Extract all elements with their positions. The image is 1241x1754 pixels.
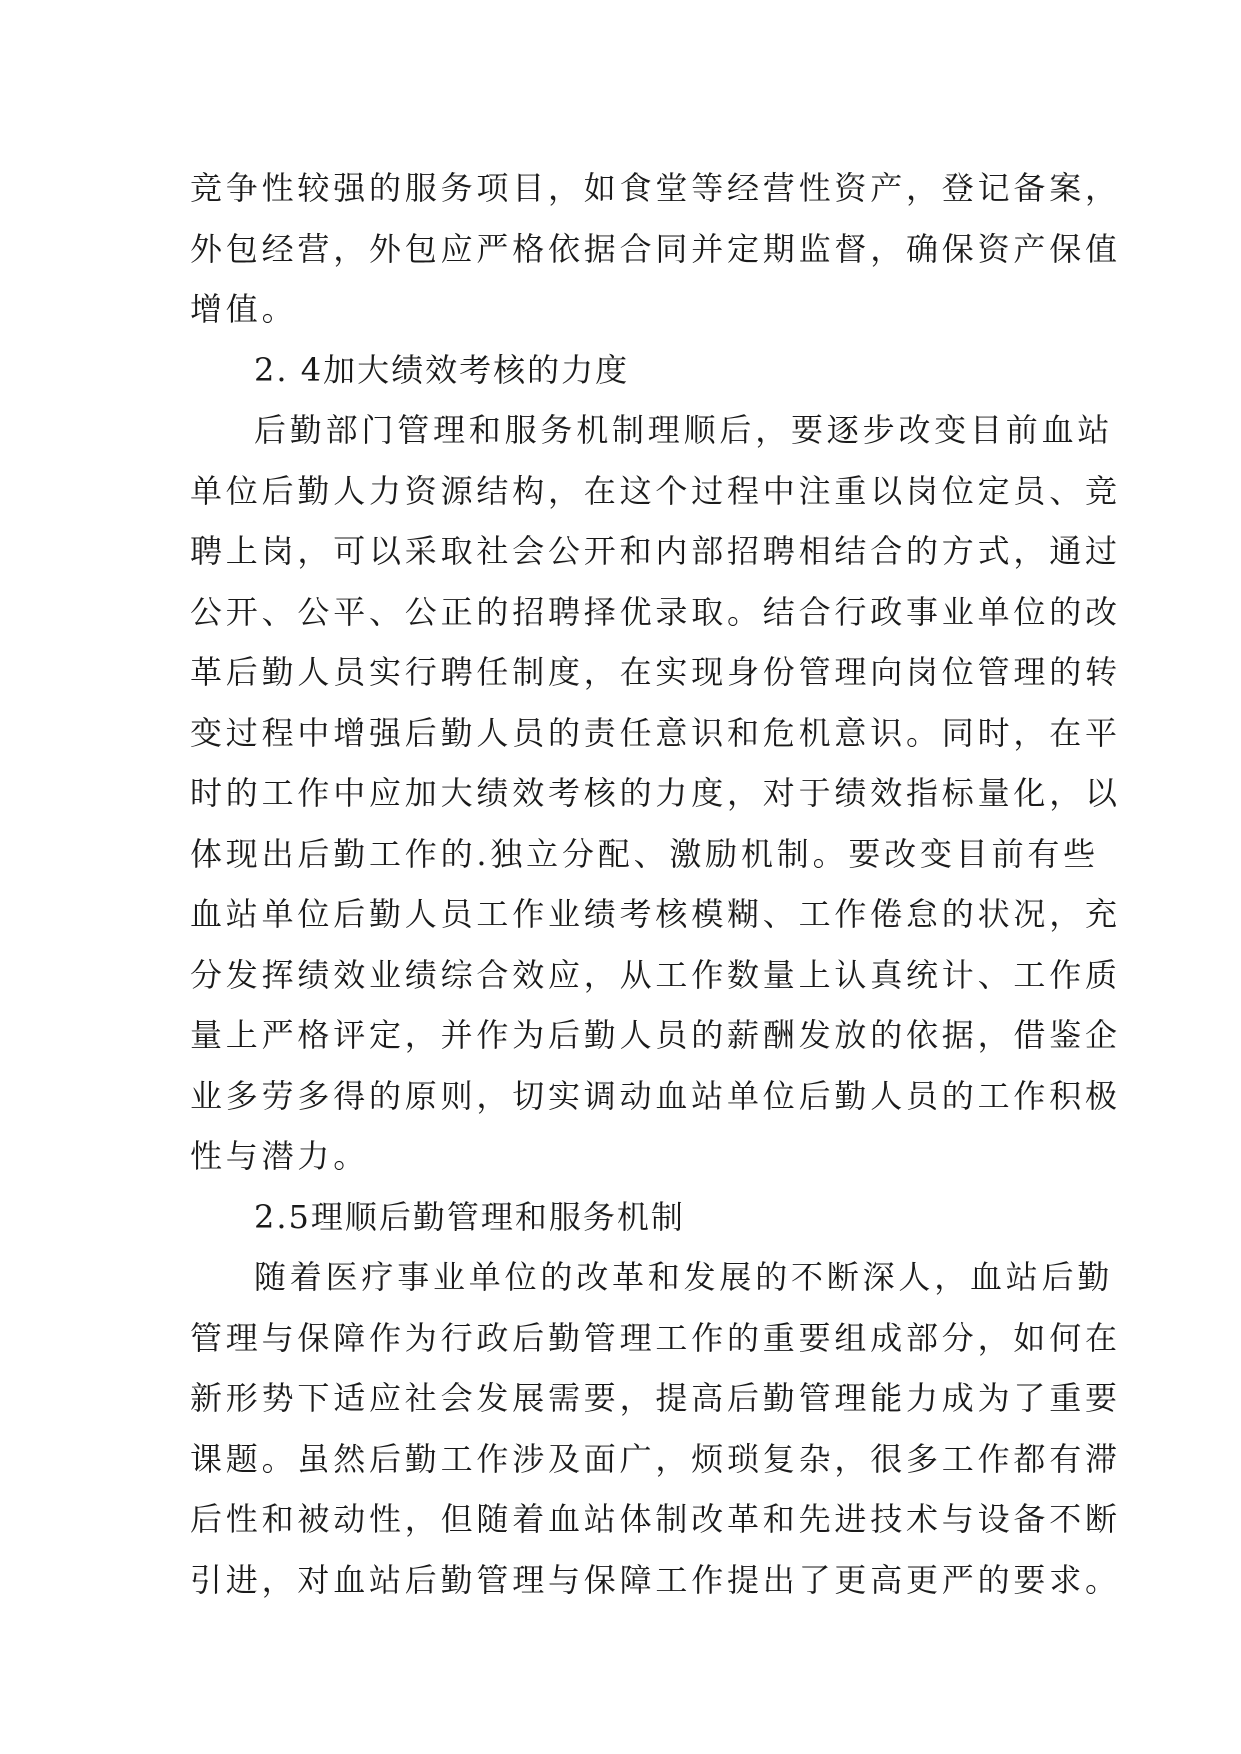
body-line: 新形势下适应社会发展需要，提高后勤管理能力成为了重要	[190, 1379, 1121, 1417]
body-line: 后性和被动性，但随着血站体制改革和先进技术与设备不断	[190, 1500, 1121, 1538]
body-line: 增值。	[190, 290, 298, 328]
body-line: 单位后勤人力资源结构，在这个过程中注重以岗位定员、竞	[190, 471, 1121, 510]
body-line: 血站单位后勤人员工作业绩考核模糊、工作倦怠的状况，充	[190, 895, 1121, 933]
body-line: 体现出后勤工作的.独立分配、激励机制。要改变目前有些	[190, 834, 1099, 873]
body-line: 竞争性较强的服务项目，如食堂等经营性资产，登记备案，	[190, 169, 1121, 207]
paragraph-first-line: 随着医疗事业单位的改革和发展的不断深人，血站后勤	[254, 1258, 1114, 1296]
body-line: 革后勤人员实行聘任制度，在实现身份管理向岗位管理的转	[190, 653, 1121, 691]
body-line: 外包经营，外包应严格依据合同并定期监督，确保资产保值	[190, 229, 1121, 268]
body-line: 聘上岗，可以采取社会公开和内部招聘相结合的方式，通过	[190, 532, 1121, 570]
body-line: 业多劳多得的原则，切实调动血站单位后勤人员的工作积极	[190, 1076, 1121, 1115]
section-heading-2-4: 2. 4加大绩效考核的力度	[254, 350, 630, 389]
body-line: 分发挥绩效业绩综合效应，从工作数量上认真统计、工作质	[190, 955, 1121, 994]
body-line: 量上严格评定，并作为后勤人员的薪酬发放的依据，借鉴企	[190, 1016, 1121, 1054]
paragraph-first-line: 后勤部门管理和服务机制理顺后，要逐步改变目前血站	[254, 411, 1114, 449]
body-line: 管理与保障作为行政后勤管理工作的重要组成部分，如何在	[190, 1318, 1121, 1357]
body-line: 课题。虽然后勤工作涉及面广，烦琐复杂，很多工作都有滞	[190, 1439, 1121, 1478]
body-line: 时的工作中应加大绩效考核的力度，对于绩效指标量化，以	[190, 774, 1121, 812]
body-line: 性与潜力。	[190, 1137, 370, 1175]
body-line: 引进，对血站后勤管理与保障工作提出了更高更严的要求。	[190, 1560, 1121, 1599]
section-heading-2-5: 2.5理顺后勤管理和服务机制	[254, 1197, 685, 1236]
body-line: 公开、公平、公正的招聘择优录取。结合行政事业单位的改	[190, 592, 1121, 631]
body-line: 变过程中增强后勤人员的责任意识和危机意识。同时，在平	[190, 713, 1121, 752]
document-page	[190, 158, 1121, 1610]
